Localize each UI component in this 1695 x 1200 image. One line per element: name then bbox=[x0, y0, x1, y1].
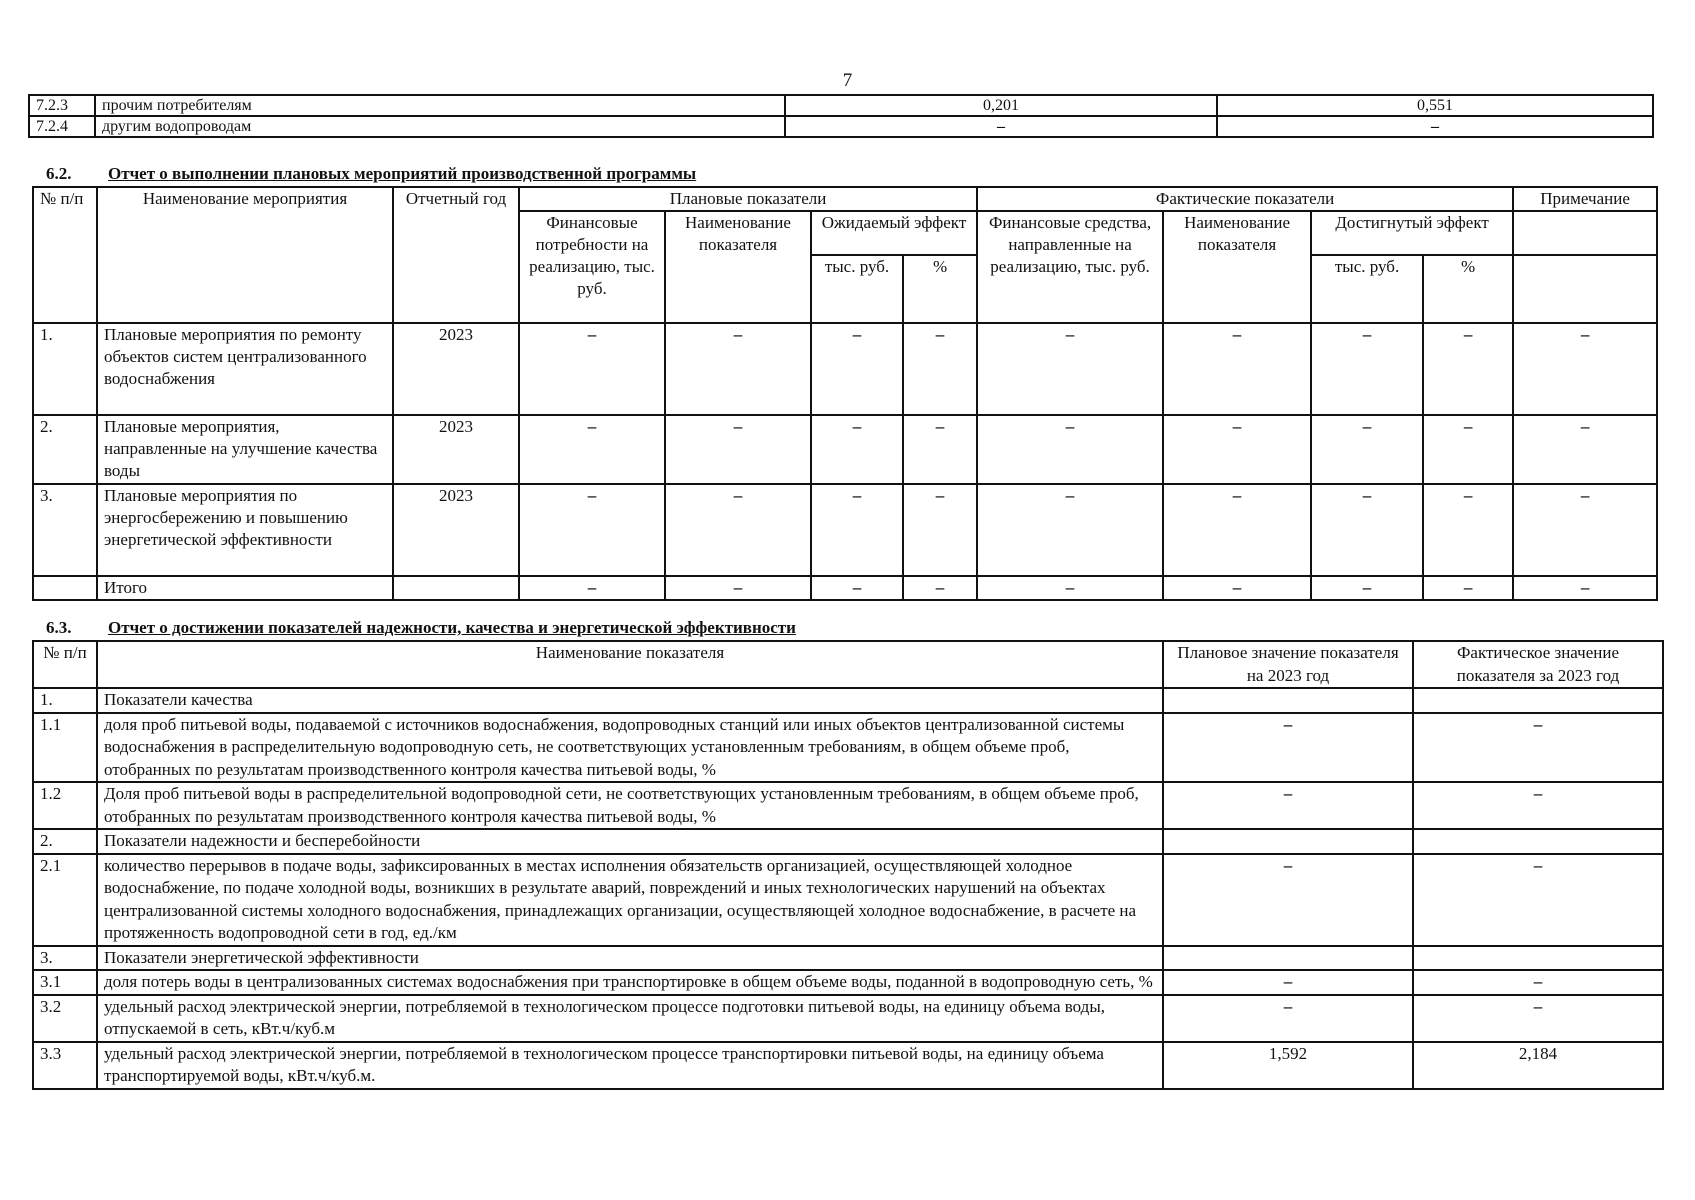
table-row bbox=[33, 946, 1663, 971]
cell-value: – bbox=[977, 484, 1163, 576]
row-name: доля потерь воды в централизованных системах водоснабжения при транспортировке в общем объеме воды, поданной в водопроводную сеть, % bbox=[97, 970, 1163, 995]
row-name: Плановые мероприятия по ремонту объектов систем централизованного водоснабжения bbox=[97, 323, 393, 415]
cell-value: – bbox=[665, 576, 811, 600]
row-plan-value: – bbox=[1163, 970, 1413, 995]
cell-value: – bbox=[665, 484, 811, 576]
table-row bbox=[33, 484, 1657, 576]
cell-value: – bbox=[903, 576, 977, 600]
cell-value: – bbox=[1163, 576, 1311, 600]
row-name: количество перерывов в подаче воды, зафиксированных в местах исполнения обязательств организацией, осуществляющей холодное водоснабжение, по подаче холодной воды, возникших в результате аварий, повреждений и иных технологических нарушений на объектах централизованной системы холодного водоснабжения, принадлежащих организации, осуществляющей холодное водоснабжение, в расчете на протяженность водопроводной сети в год, ед./км bbox=[97, 854, 1163, 946]
indicators-table bbox=[32, 640, 1664, 1090]
row-year: 2023 bbox=[393, 415, 519, 484]
row-plan-value: – bbox=[1163, 782, 1413, 829]
header-fin-need: Финансовые потребности на реализацию, тыс. руб. bbox=[519, 211, 665, 323]
row-number: 3.3 bbox=[33, 1042, 97, 1089]
section-number: 6.3. bbox=[46, 618, 72, 637]
cell-value: – bbox=[977, 415, 1163, 484]
row-fact-value: – bbox=[1413, 782, 1663, 829]
page-number: 7 bbox=[842, 70, 853, 91]
row-plan-value bbox=[1163, 946, 1413, 971]
header-fin-funds: Финансовые средства, направленные на реализацию, тыс. руб. bbox=[977, 211, 1163, 323]
row-name: удельный расход электрической энергии, потребляемой в технологическом процессе транспортировки питьевой воды, на единицу объема транспортируемой воды, кВт.ч/куб.м. bbox=[97, 1042, 1163, 1089]
cell-value: – bbox=[1163, 484, 1311, 576]
table-row bbox=[33, 1042, 1663, 1089]
row-fact-value: – bbox=[1413, 854, 1663, 946]
header-num: № п/п bbox=[33, 641, 97, 688]
cell-value: – bbox=[1423, 484, 1513, 576]
row-name: Плановые мероприятия по энергосбережению и повышению энергетической эффективности bbox=[97, 484, 393, 576]
cell-value: – bbox=[1311, 323, 1423, 415]
row-year: 2023 bbox=[393, 484, 519, 576]
table-row bbox=[33, 323, 1657, 415]
row-fact-value: 2,184 bbox=[1413, 1042, 1663, 1089]
header-num: № п/п bbox=[33, 187, 97, 323]
row-plan-value: – bbox=[1163, 713, 1413, 783]
row-plan-value bbox=[1163, 829, 1413, 854]
header-name: Наименование показателя bbox=[97, 641, 1163, 688]
cell-value: – bbox=[519, 323, 665, 415]
header-thous-rub: тыс. руб. bbox=[1311, 255, 1423, 323]
row-name: доля проб питьевой воды, подаваемой с источников водоснабжения, водопроводных станций или иных объектов централизованной системы водоснабжения в распределительную водопроводную сеть, не соответствующих установленным требованиям, в общем объеме проб, отобранных по результатам производственного контроля качества питьевой воды, % bbox=[97, 713, 1163, 783]
cell-value: – bbox=[519, 415, 665, 484]
table-row bbox=[33, 970, 1663, 995]
row-fact-value: – bbox=[1413, 713, 1663, 783]
table-row bbox=[33, 829, 1663, 854]
table-row bbox=[33, 782, 1663, 829]
cell-value: – bbox=[1163, 415, 1311, 484]
table-row bbox=[33, 415, 1657, 484]
row-number bbox=[33, 576, 97, 600]
row-name: прочим потребителям bbox=[95, 95, 785, 116]
cell-value: – bbox=[1513, 484, 1657, 576]
row-number: 3.2 bbox=[33, 995, 97, 1042]
cell-value: – bbox=[1311, 484, 1423, 576]
cell-value: – bbox=[1423, 323, 1513, 415]
row-year: 2023 bbox=[393, 323, 519, 415]
row-fact-value bbox=[1413, 688, 1663, 713]
cell-value: – bbox=[903, 415, 977, 484]
cell-value: – bbox=[1423, 576, 1513, 600]
section-number: 6.2. bbox=[46, 164, 72, 183]
header-pct: % bbox=[903, 255, 977, 323]
row-number: 3. bbox=[33, 946, 97, 971]
row-name: другим водопроводам bbox=[95, 116, 785, 137]
row-name: Доля проб питьевой воды в распределительной водопроводной сети, не соответствующих установленным требованиям, в общем объеме проб, отобранных по результатам производственного контроля качества питьевой воды, % bbox=[97, 782, 1163, 829]
row-number: 1. bbox=[33, 323, 97, 415]
row-name: Показатели качества bbox=[97, 688, 1163, 713]
header-pct: % bbox=[1423, 255, 1513, 323]
cell-value: – bbox=[811, 323, 903, 415]
header-achieved-effect: Достигнутый эффект bbox=[1311, 211, 1513, 255]
row-fact-value bbox=[1413, 829, 1663, 854]
row-year bbox=[393, 576, 519, 600]
table-row bbox=[29, 95, 1653, 116]
section-title-text: Отчет о достижении показателей надежности, качества и энергетической эффективности bbox=[108, 618, 796, 637]
header-indicator-fact: Наименование показателя bbox=[1163, 211, 1311, 323]
cell-value: – bbox=[1311, 576, 1423, 600]
cell-value: – bbox=[977, 576, 1163, 600]
continuation-table bbox=[28, 94, 1654, 138]
row-number: 2.1 bbox=[33, 854, 97, 946]
cell-value: – bbox=[1513, 415, 1657, 484]
header-thous-rub: тыс. руб. bbox=[811, 255, 903, 323]
table-row bbox=[33, 713, 1663, 783]
header-name: Наименование мероприятия bbox=[97, 187, 393, 323]
header-actual: Фактические показатели bbox=[977, 187, 1513, 211]
row-plan-value: – bbox=[1163, 854, 1413, 946]
row-fact-value: – bbox=[1217, 116, 1653, 137]
table-row bbox=[33, 688, 1663, 713]
cell-value: – bbox=[811, 576, 903, 600]
cell-value: – bbox=[665, 415, 811, 484]
header-planned: Плановые показатели bbox=[519, 187, 977, 211]
header-expected-effect: Ожидаемый эффект bbox=[811, 211, 977, 255]
table-row-total bbox=[33, 576, 1657, 600]
table-row bbox=[33, 854, 1663, 946]
section-6-2-title bbox=[46, 164, 696, 184]
row-fact-value bbox=[1413, 946, 1663, 971]
row-plan-value bbox=[1163, 688, 1413, 713]
row-fact-value: – bbox=[1413, 970, 1663, 995]
row-name: Показатели энергетической эффективности bbox=[97, 946, 1163, 971]
row-name: Итого bbox=[97, 576, 393, 600]
row-number: 2. bbox=[33, 415, 97, 484]
cell-value: – bbox=[519, 484, 665, 576]
cell-value: – bbox=[903, 484, 977, 576]
row-number: 2. bbox=[33, 829, 97, 854]
section-6-3-title bbox=[46, 618, 796, 638]
row-number: 7.2.4 bbox=[29, 116, 95, 137]
row-plan-value: – bbox=[785, 116, 1217, 137]
cell-value: – bbox=[1163, 323, 1311, 415]
row-number: 3. bbox=[33, 484, 97, 576]
cell-value: – bbox=[1423, 415, 1513, 484]
row-number: 1.1 bbox=[33, 713, 97, 783]
cell-value: – bbox=[1513, 323, 1657, 415]
row-name: удельный расход электрической энергии, потребляемой в технологическом процессе подготовки питьевой воды, на единицу объема воды, отпускаемой в сеть, кВт.ч/куб.м bbox=[97, 995, 1163, 1042]
row-number: 1. bbox=[33, 688, 97, 713]
row-plan-value: 1,592 bbox=[1163, 1042, 1413, 1089]
header-note: Примечание bbox=[1513, 187, 1657, 211]
header-fact: Фактическое значение показателя за 2023 год bbox=[1413, 641, 1663, 688]
row-number: 7.2.3 bbox=[29, 95, 95, 116]
cell-value: – bbox=[665, 323, 811, 415]
header-indicator-plan: Наименование показателя bbox=[665, 211, 811, 323]
row-name: Показатели надежности и бесперебойности bbox=[97, 829, 1163, 854]
row-plan-value: – bbox=[1163, 995, 1413, 1042]
row-name: Плановые мероприятия, направленные на улучшение качества воды bbox=[97, 415, 393, 484]
header-plan: Плановое значение показателя на 2023 год bbox=[1163, 641, 1413, 688]
row-number: 1.2 bbox=[33, 782, 97, 829]
row-fact-value: – bbox=[1413, 995, 1663, 1042]
cell-value: – bbox=[811, 484, 903, 576]
header-year: Отчетный год bbox=[393, 187, 519, 323]
cell-value: – bbox=[903, 323, 977, 415]
cell-value: – bbox=[811, 415, 903, 484]
cell-value: – bbox=[519, 576, 665, 600]
row-plan-value: 0,201 bbox=[785, 95, 1217, 116]
row-number: 3.1 bbox=[33, 970, 97, 995]
row-fact-value: 0,551 bbox=[1217, 95, 1653, 116]
cell-value: – bbox=[977, 323, 1163, 415]
table-row bbox=[33, 995, 1663, 1042]
cell-value: – bbox=[1311, 415, 1423, 484]
cell-value: – bbox=[1513, 576, 1657, 600]
section-title-text: Отчет о выполнении плановых мероприятий производственной программы bbox=[108, 164, 697, 183]
planned-activities-table bbox=[32, 186, 1658, 601]
table-row bbox=[29, 116, 1653, 137]
